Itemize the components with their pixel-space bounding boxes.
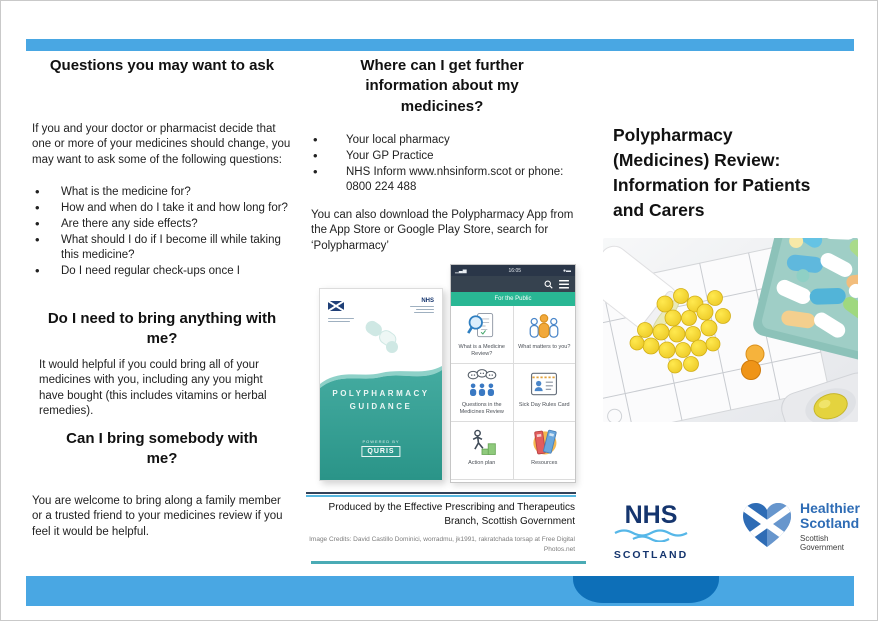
saltire-heart-icon [741, 501, 793, 551]
app-tile [514, 422, 576, 479]
polypharmacy-guidance-booklet-cover [319, 288, 443, 481]
phone-status-bar [451, 265, 575, 276]
left-heading-questions [33, 56, 291, 76]
bottom-dark-notch [573, 576, 719, 603]
app-tile-label: Action plan [468, 460, 496, 466]
books-icon [528, 426, 560, 458]
heading-text: Do I need to bring anything with me? [47, 310, 277, 348]
person-steps-icon [466, 426, 498, 458]
list-item: • Your local pharmacy [309, 133, 577, 148]
left-heading-bring-anything [33, 309, 291, 350]
app-tile [451, 306, 513, 363]
app-tile [451, 364, 513, 421]
nhs-mini-text: NHS [421, 298, 434, 304]
nhs-wordmark: NHS [624, 501, 678, 529]
title-line: and Carers [613, 200, 705, 220]
app-tile-label: Resources [531, 460, 558, 466]
questions-list [31, 185, 293, 280]
divider-teal [311, 561, 586, 564]
divider-dark [306, 492, 576, 494]
image-credits-text: Image Credits: David Castillo Dominici, worradmu, jk1991, rakratchada torsap at Free Digital Photos.net [309, 536, 575, 553]
app-tile [514, 306, 576, 363]
flag-caption-lines [328, 318, 358, 323]
speech-bubbles-people-icon [466, 368, 498, 400]
app-tile [514, 364, 576, 421]
capsule-pill-icon [358, 319, 404, 355]
app-section-header: For the Public [451, 292, 575, 306]
booklet-title: POLYPHARMACY [332, 389, 430, 398]
scottish-government-flag-logo [328, 298, 358, 322]
bring-anything-body: It would helpful if you could bring all of your medicines with you, including any you might have bought (this includes vitamins or herbal remedies). [39, 359, 267, 418]
divider-light-blue [306, 495, 576, 497]
list-item: • Are there any side effects? [31, 217, 293, 232]
pills-photo-graphic [603, 238, 858, 422]
list-item: • Your GP Practice [309, 149, 577, 164]
middle-heading-information [309, 56, 575, 117]
title-line: (Medicines) Review: [613, 150, 781, 170]
app-tile-label: Questions in the Medicines Review [459, 402, 504, 415]
questions-intro: If you and your doctor or pharmacist decide that one or more of your medicines should change, you may want to ask some of the following questions: [32, 123, 291, 166]
top-accent-bar [26, 39, 854, 51]
nhs-education-logo [408, 298, 434, 322]
title-line: Polypharmacy [613, 125, 733, 145]
id-card-icon [528, 368, 560, 400]
bring-somebody-body: You are welcome to bring along a family member or a trusted friend to your medicines review if you feel it would be helpful. [32, 495, 283, 538]
booklet-wave-graphic [320, 358, 442, 480]
app-download-paragraph: You can also download the Polypharmacy App from the App Store or Google Play Store, search for ‘Polypharmacy’ [311, 209, 574, 252]
nhs-scotland-text: SCOTLAND [613, 549, 689, 561]
produced-by-text: Produced by the Effective Prescribing and Therapeutics Branch, Scottish Government [328, 502, 575, 527]
app-tiles-grid [451, 306, 575, 480]
battery-icon: ●▬ [562, 267, 571, 274]
phone-nav-bar [451, 276, 575, 292]
left-heading-bring-somebody [33, 429, 291, 470]
booklet-subtitle: GUIDANCE [349, 402, 413, 411]
healthier-scotland-text [800, 501, 860, 553]
list-item: • What is the medicine for? [31, 185, 293, 200]
pills-photo [603, 238, 858, 422]
leaflet-title [613, 123, 868, 223]
healthier-line: Scotland [800, 515, 860, 532]
search-icon [544, 280, 553, 289]
people-icon [528, 310, 560, 342]
title-line: Information for Patients [613, 175, 811, 195]
list-item: • NHS Inform www.nhsinform.scot or phone: 0800 224 488 [309, 165, 577, 195]
app-tile-label: Sick Day Rules Card [518, 402, 570, 408]
app-tile-label: What matters to you? [518, 344, 571, 350]
booklet-brand: QURIS [361, 446, 400, 457]
heading-text: Can I bring somebody with me? [66, 430, 258, 468]
list-item: • What should I do if I become ill while taking this medicine? [31, 233, 293, 263]
heading-text: Questions you may want to ask [49, 57, 275, 74]
bottom-accent-bar [26, 576, 854, 606]
saltire-flag-icon [328, 301, 344, 311]
heading-text: Where can I get further information about my medicines? [360, 57, 524, 115]
app-tile [451, 422, 513, 479]
nhs-scotland-logo [611, 503, 691, 561]
list-item: • How and when do I take it and how long for? [31, 201, 293, 216]
scottish-government-line: Scottish [800, 533, 829, 543]
booklet-powered-by: POWERED BY [362, 439, 400, 444]
signal-icon: ▁▃▅ [455, 267, 467, 274]
menu-icon [559, 280, 569, 289]
polypharmacy-app-screenshot [450, 264, 576, 483]
healthier-line: Healthier [800, 500, 860, 516]
nhs-caption-lines [408, 306, 434, 314]
magnifier-document-icon [466, 310, 498, 342]
healthier-scotland-logo [741, 501, 860, 553]
status-time: 16:05 [508, 267, 522, 274]
list-item: • Do I need regular check-ups once I [31, 264, 293, 279]
scottish-government-line: Government [800, 543, 845, 553]
app-tile-label: What is a Medicine Review? [458, 344, 505, 357]
information-sources-list [309, 133, 577, 196]
nhs-waves-icon [613, 528, 689, 542]
